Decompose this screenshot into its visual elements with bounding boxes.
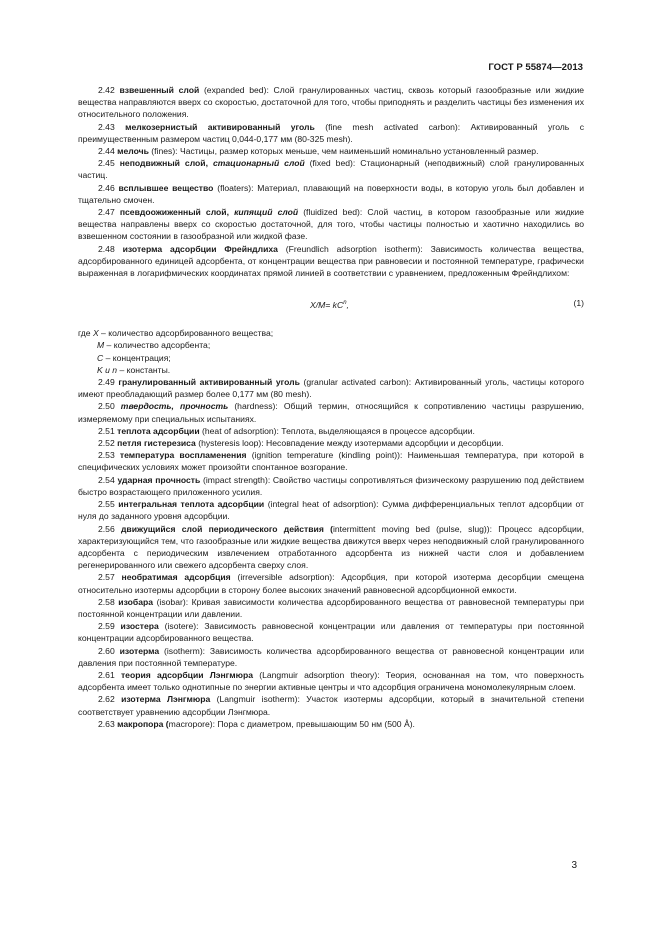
definition-text: (granular activated carbon): Активированный уголь, частицы которого имеют преобладающий размер более 0,177 мм (80 mesh). — [78, 377, 585, 400]
definition-text: (isotere): Зависимость равновесной концентрации или давления от температуры при постоянной концентрации адсорбированного вещества. — [78, 621, 584, 644]
definition-text: (fixed bed): Стационарный (неподвижный) слой гранулированных частиц. — [78, 158, 585, 181]
definition-2-63 — [78, 718, 584, 730]
definitions-top — [78, 84, 584, 279]
definition-2-44 — [78, 145, 584, 157]
clause-number: 2.47 — [98, 207, 115, 218]
legend-line: M – количество адсорбента; — [97, 340, 211, 351]
definition-text: (Freundlich adsorption isotherm): Зависимость количества вещества, адсорбированного единицей адсорбента, от концентрации вещества при равновесии и постоянной температуре, графически выраженная в логарифмических координатах прямой линией в соответствии с уравнением, предложенным Фрейндлихом: — [78, 243, 584, 279]
doc-code: ГОСТ Р 55874—2013 — [488, 62, 583, 73]
legend-line: K и n – константы. — [97, 364, 171, 375]
definition-2-58 — [78, 596, 584, 620]
term: необратимая адсорбция — [121, 572, 231, 583]
definition-2-61 — [78, 669, 584, 693]
term: взвешенный слой — [119, 85, 200, 95]
formula-legend — [78, 327, 584, 376]
term: теория адсорбции Лэнгмюра — [120, 669, 253, 680]
definition-text: (integral heat of adsorption): Сумма дифференциальных теплот адсорбции от нуля до заданного уровня адсорбции. — [78, 499, 584, 522]
definition-text: (isotherm): Зависимость количества адсорбированного вещества от равновесной концентрации или давления при постоянной температуре. — [78, 645, 584, 668]
term: всплывшее вещество — [118, 182, 214, 193]
term: твердость, прочность — [120, 401, 229, 412]
definitions-bottom — [78, 376, 584, 730]
definition-2-51 — [78, 425, 584, 437]
definition-2-53 — [78, 449, 584, 473]
definition-2-57 — [78, 571, 584, 595]
clause-number: 2.60 — [98, 645, 115, 656]
document-body — [78, 84, 584, 730]
clause-number: 2.46 — [98, 182, 115, 193]
term: гранулированный активированный уголь — [118, 377, 300, 388]
definition-text: (hysteresis loop): Несовпадение между изотермами адсорбции и десорбции. — [195, 438, 504, 449]
definition-2-60 — [78, 645, 584, 669]
clause-number: 2.51 — [98, 425, 115, 436]
term: изотерма Лэнгмюра — [121, 694, 211, 705]
clause-number: 2.48 — [98, 243, 115, 254]
term: мелочь — [117, 146, 149, 157]
definition-2-46 — [78, 182, 584, 206]
clause-number: 2.59 — [98, 621, 115, 632]
clause-number: 2.58 — [98, 596, 115, 607]
definition-2-45 — [78, 157, 584, 181]
definition-2-56 — [78, 523, 584, 572]
definition-text: (hardness): Общий термин, относящийся к сопротивлению частицы разрушению, измеряемому при специальных испытаниях. — [78, 401, 584, 424]
definition-text: (impact strength): Свойство частицы сопротивляться физическому разрушению под действием быстро возрастающего приложенного усилия. — [78, 474, 585, 497]
term: теплота адсорбции — [117, 425, 200, 436]
term-synonym: стационарный слой — [212, 158, 305, 169]
legend-line: C – концентрация; — [97, 352, 171, 363]
definition-2-42 — [78, 84, 584, 121]
clause-number: 2.50 — [98, 401, 115, 412]
clause-number: 2.63 — [98, 718, 115, 729]
term: ударная прочность — [117, 474, 201, 485]
definition-2-62 — [78, 693, 584, 717]
term: изотерма — [119, 645, 160, 656]
formula: $X/M= kC^n$, — [310, 300, 349, 311]
definition-text: (irreversible adsorption): Адсорбция, при которой изотерма десорбции смещена относительно изотермы адсорбции в сторону более высоких значений равновесной адсорбционной емкости. — [78, 572, 584, 595]
clause-number: 2.44 — [98, 146, 115, 157]
clause-number: 2.62 — [98, 694, 115, 705]
clause-number: 2.53 — [98, 450, 115, 461]
term: неподвижный слой, — [119, 158, 213, 169]
clause-number: 2.52 — [98, 438, 115, 449]
clause-number: 2.56 — [98, 523, 115, 534]
definition-text: (fluidized bed): Слой частиц, в котором газообразные или жидкие вещества направлены вверх со скоростью достаточной, для того, чтобы частицы полностью и хаотично находились во взвешенном состоянии в газообразной или жидкой фазе. — [78, 207, 585, 242]
clause-number: 2.43 — [98, 121, 115, 132]
term-synonym: кипящий слой — [234, 207, 299, 218]
definition-text: (ignition temperature (kindling point)): Наименьшая температура, при которой в специфических условиях может произойти спонтанное возгорание. — [78, 450, 584, 473]
formula-row — [78, 297, 584, 311]
clause-number: 2.45 — [98, 158, 115, 169]
definition-2-49 — [78, 376, 584, 400]
definition-2-43 — [78, 121, 584, 145]
definition-text: (Langmuir adsorption theory): Теория, основанная на том, что поверхность адсорбента имеет только однотипные по энергии активные центры и что адсорбция ограничена мономолекулярным слоем. — [78, 669, 585, 693]
definition-text: (expanded bed): Слой гранулированных частиц, сквозь который газообразные или жидкие вещества направляются вверх со скоростью, достаточной для того, чтобы приподнять и разделить частицы без изменения их относительного положения. — [78, 85, 585, 120]
definition-2-47 — [78, 206, 584, 243]
term: интегральная теплота адсорбции — [118, 499, 265, 510]
definition-text: (fines): Частицы, размер которых меньше, чем наименьший номинально установленный размер. — [148, 146, 539, 157]
page-number: 3 — [571, 860, 577, 871]
term: движущийся слой периодического действия ( — [120, 523, 333, 534]
definition-2-59 — [78, 620, 584, 644]
term: петля гистерезиса — [117, 438, 196, 449]
definition-text: intermittent moving bed (pulse, slug)): Процесс адсорбции, характеризующийся тем, что газообразные или жидкие вещества движутся вверх через неподвижный слой гранулированного адсорбента с периодическим извлечением отработанного адсорбента из нижней части слоя и добавлением регенерированного или свежего адсорбента сверху слоя. — [78, 523, 585, 571]
definition-text: (floaters): Материал, плавающий на поверхности воды, в которую уголь был добавлен и тщательно смочен. — [78, 182, 584, 205]
definition-text: (fine mesh activated carbon): Активированный уголь с преимущественным размером частиц 0,044-0,177 мм (80-325 mesh). — [78, 121, 584, 144]
definition-text: (Langmuir isotherm): Участок изотермы адсорбции, который в значительной степени соответствует уравнению адсорбции Лэнгмюра. — [78, 694, 584, 717]
definition-2-55 — [78, 498, 584, 522]
definition-text: macropore): Пора с диаметром, превышающим 50 нм (500 Å). — [168, 718, 415, 729]
formula-number: (1) — [573, 298, 584, 309]
term: псевдоожиженный слой, — [119, 207, 235, 218]
definition-2-52 — [78, 437, 584, 449]
term: макропора ( — [117, 718, 169, 729]
term: температура воспламенения — [119, 450, 247, 461]
clause-number: 2.57 — [98, 572, 115, 583]
clause-number: 2.42 — [98, 85, 115, 95]
term: мелкозернистый активированный уголь — [125, 121, 315, 132]
term: изобара — [118, 596, 154, 607]
term: изотерма адсорбции Фрейндлиха — [122, 243, 278, 254]
clause-number: 2.55 — [98, 499, 115, 510]
definition-2-50 — [78, 400, 584, 424]
term: изостера — [120, 621, 159, 632]
legend-line: где X – количество адсорбированного вещества; — [78, 328, 274, 339]
clause-number: 2.54 — [98, 474, 115, 485]
clause-number: 2.61 — [98, 669, 115, 680]
clause-number: 2.49 — [98, 377, 115, 388]
definition-2-54 — [78, 474, 584, 498]
definition-text: (heat of adsorption): Теплота, выделяющаяся в процессе адсорбции. — [199, 425, 475, 436]
definition-2-48 — [78, 243, 584, 280]
definition-text: (isobar): Кривая зависимости количества адсорбированного вещества от равновесной температуры при постоянной концентрации или давлении. — [78, 596, 585, 619]
